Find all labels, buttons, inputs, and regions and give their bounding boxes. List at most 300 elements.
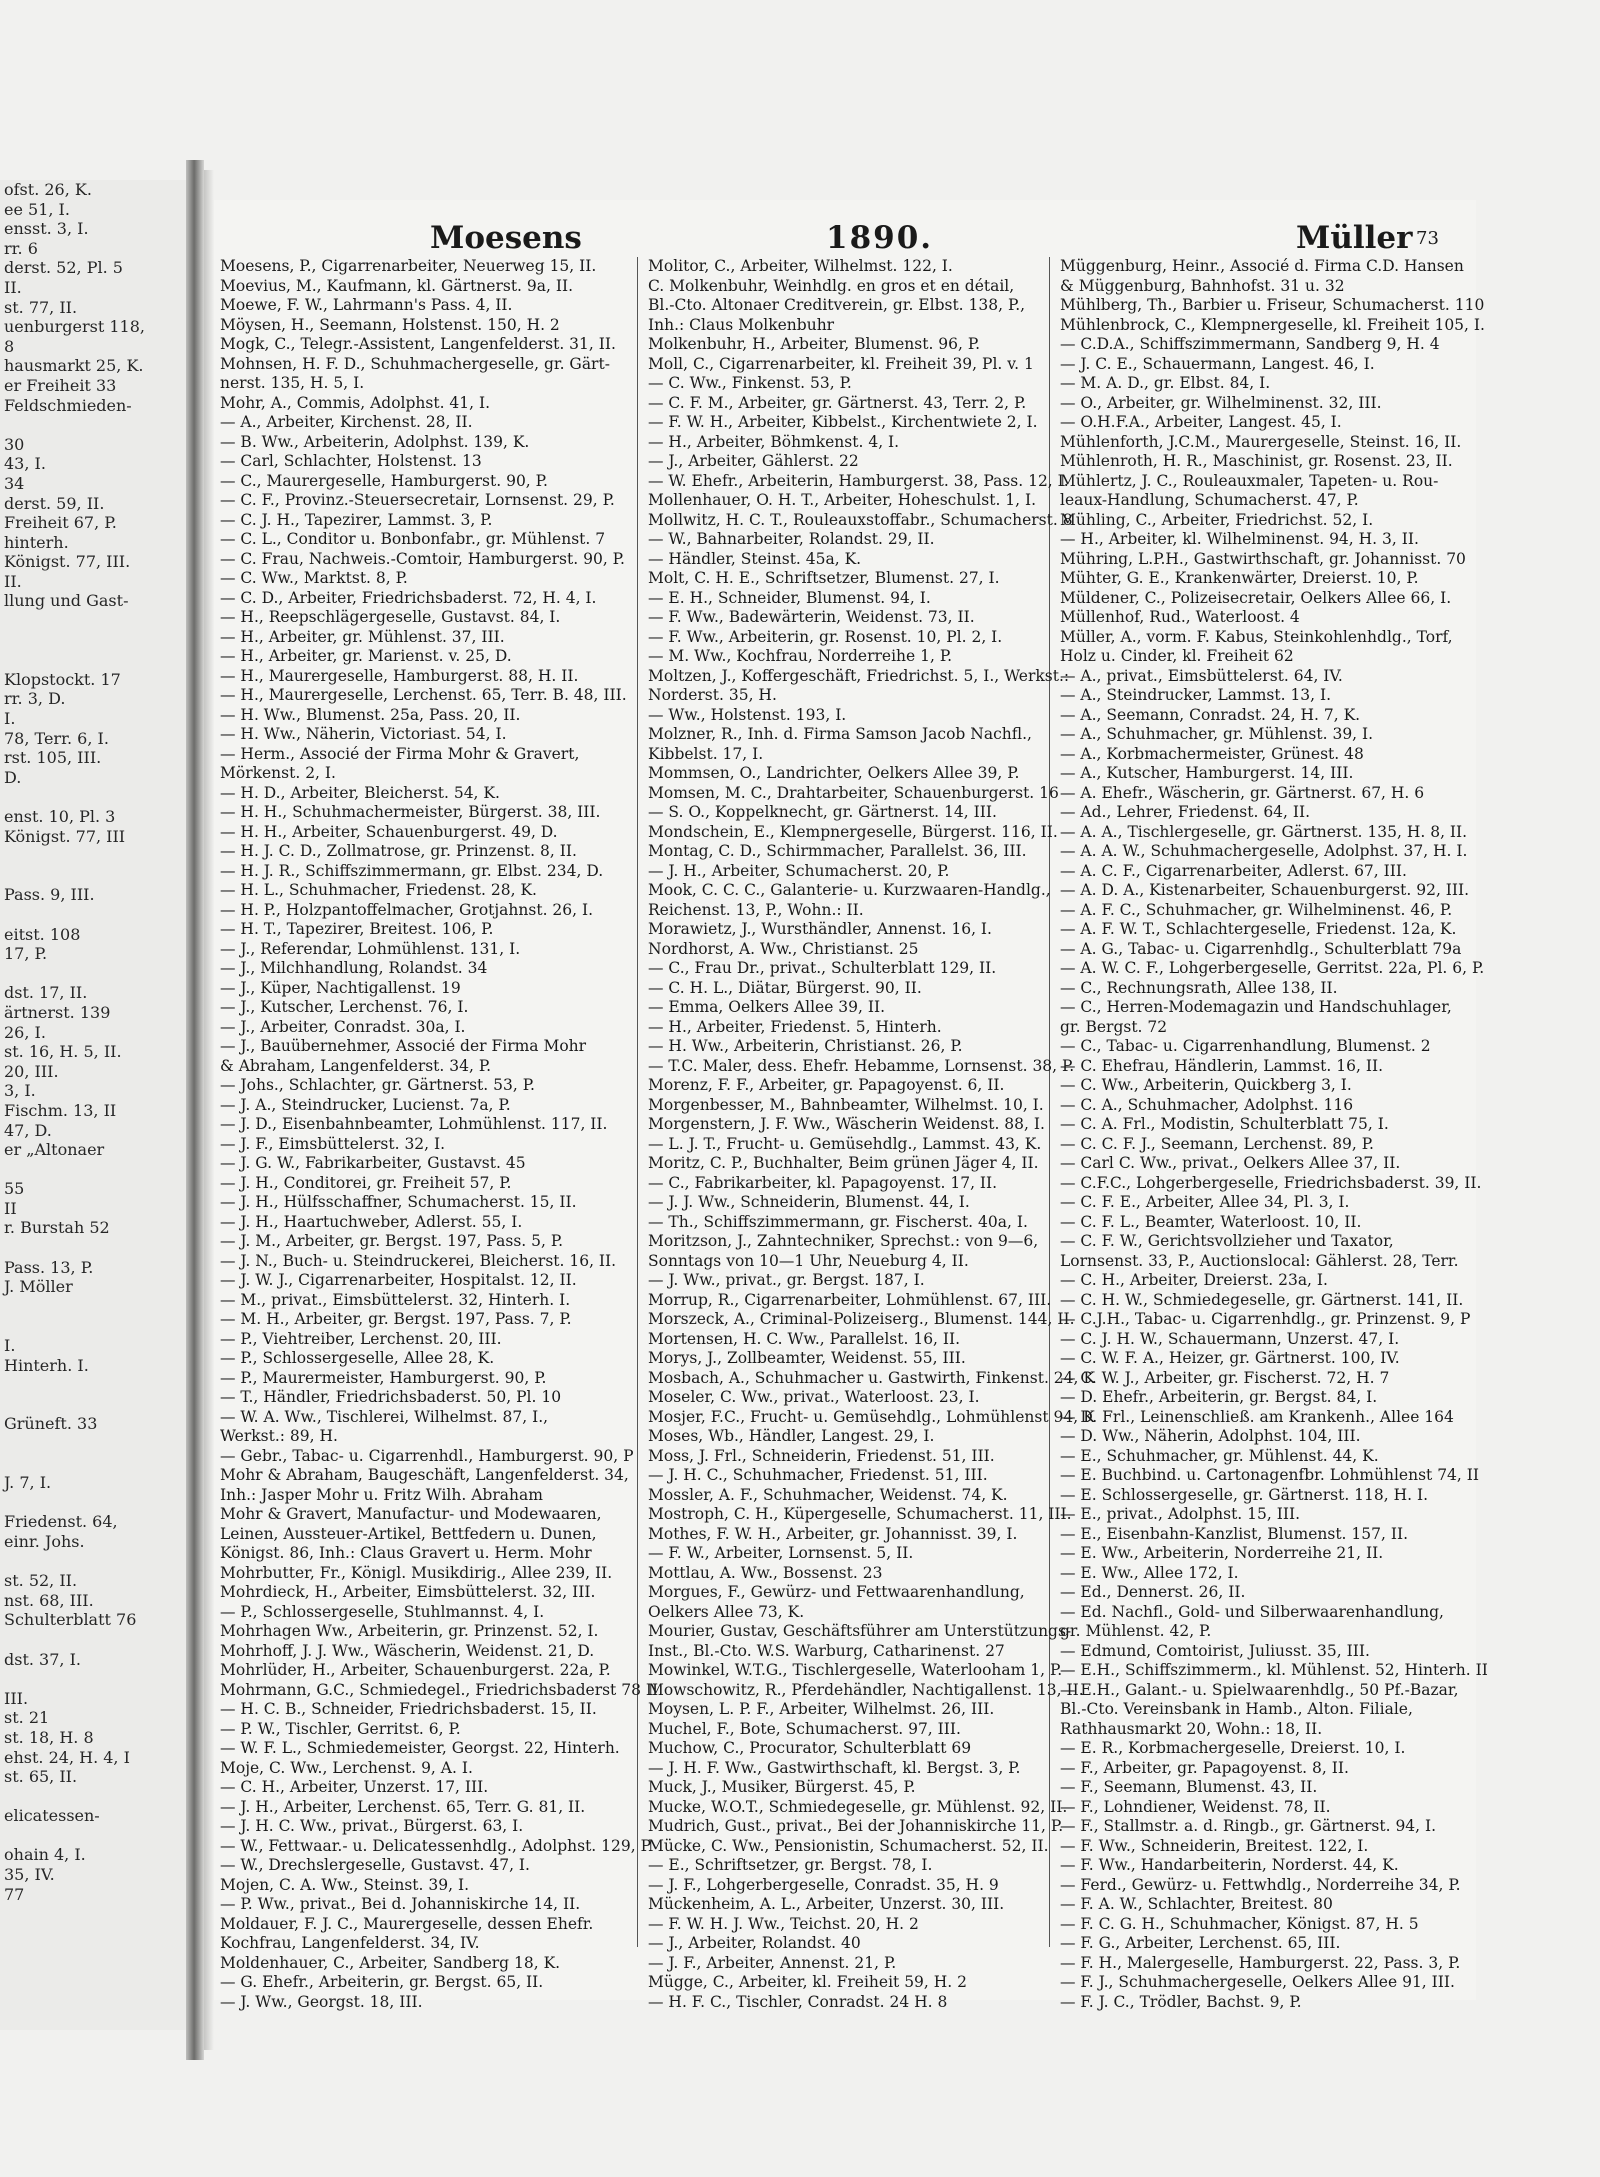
left-page-fragment xyxy=(0,1493,186,1513)
left-page-fragment: uenburgerst 118, xyxy=(4,317,145,337)
directory-entry: Mohrhagen Ww., Arbeiterin, gr. Prinzenst. 52, I. xyxy=(220,1622,599,1640)
directory-entry: — A. Ehefr., Wäscherin, gr. Gärtnerst. 67, H. 6 xyxy=(1060,783,1425,802)
directory-entry: — A., Steindrucker, Lammst. 13, I. xyxy=(1060,686,1332,704)
directory-entry: — P., Schlossergeselle, Allee 28, K. xyxy=(220,1349,495,1367)
directory-entry: — H. J. C. D., Zollmatrose, gr. Prinzenst. 8, II. xyxy=(220,842,577,860)
directory-entry: — Händler, Steinst. 45a, K. xyxy=(648,549,862,568)
left-page-fragment: st. 16, H. 5, II. xyxy=(4,1042,122,1062)
directory-entry: — A., Kutscher, Hamburgerst. 14, III. xyxy=(1060,764,1354,782)
gutter-shadow xyxy=(204,170,214,2050)
directory-entry: — C., Tabac- u. Cigarrenhandlung, Blumenst. 2 xyxy=(1060,1037,1431,1055)
directory-entry: Mühling, C., Arbeiter, Friedrichst. 52, I. xyxy=(1060,510,1374,529)
directory-entry: — C., Rechnungsrath, Allee 138, II. xyxy=(1060,978,1338,997)
directory-entry: Mosjer, F.C., Frucht- u. Gemüsehdlg., Lohmühlenst 94, K xyxy=(648,1407,1095,1426)
directory-entry: — C. F. M., Arbeiter, gr. Gärtnerst. 43, Terr. 2, P. xyxy=(648,393,1027,412)
left-page-edge xyxy=(0,180,186,2030)
directory-entry: — Edmund, Comtoirist, Juliusst. 35, III. xyxy=(1060,1641,1370,1660)
directory-entry: — G. Ehefr., Arbeiterin, gr. Bergst. 65, II. xyxy=(220,1973,544,1991)
column-1 xyxy=(214,257,659,2011)
directory-entry: — C. H., Arbeiter, Dreierst. 23a, I. xyxy=(1060,1271,1328,1289)
directory-entry: Werkst.: 89, H. xyxy=(220,1427,338,1445)
directory-entry: — F., Stallmstr. a. d. Ringb., gr. Gärtnerst. 94, I. xyxy=(1060,1817,1437,1835)
directory-entry: Mohrdieck, H., Arbeiter, Eimsbüttelerst. 32, III. xyxy=(220,1583,596,1601)
directory-entry: — C. A. Frl., Modistin, Schulterblatt 75, I. xyxy=(1060,1115,1389,1133)
directory-entry: — H. Ww., Näherin, Victoriast. 54, I. xyxy=(220,725,507,743)
directory-entry: Molzner, R., Inh. d. Firma Samson Jacob Nachfl., xyxy=(648,725,1032,743)
directory-entry: — J., Küper, Nachtigallenst. 19 xyxy=(220,978,461,997)
directory-entry: — A., privat., Eimsbüttelerst. 64, IV. xyxy=(1060,666,1343,685)
left-page-fragment: er Freiheit 33 xyxy=(4,375,117,395)
left-page-fragment: st. 77, II. xyxy=(4,297,78,317)
left-page-fragment: D. xyxy=(4,767,22,787)
directory-entry: — B. Ww., Arbeiterin, Adolphst. 139, K. xyxy=(220,432,530,451)
left-page-fragment: Hinterh. I. xyxy=(4,1355,89,1375)
left-page-fragment: II. xyxy=(4,277,22,297)
directory-entry: — H. Ww., Blumenst. 25a, Pass. 20, II. xyxy=(220,705,521,724)
left-page-fragment: rr. 6 xyxy=(4,238,38,258)
directory-entry: Holz u. Cinder, kl. Freiheit 62 xyxy=(1060,647,1294,665)
left-page-fragment: hausmarkt 25, K. xyxy=(4,356,144,376)
directory-entry: — T., Händler, Friedrichsbaderst. 50, Pl. 10 xyxy=(220,1388,562,1406)
directory-entry: — H., Arbeiter, gr. Mühlenst. 37, III. xyxy=(220,627,505,646)
directory-entry: Mohrhoff, J. J. Ww., Wäscherin, Weidenst. 21, D. xyxy=(220,1641,595,1660)
header-right-keyword: Müller xyxy=(1296,220,1413,256)
directory-entry: Leinen, Aussteuer-Artikel, Bettfedern u. Dunen, xyxy=(220,1524,597,1543)
directory-entry: Mottlau, A. Ww., Bossenst. 23 xyxy=(648,1563,883,1582)
directory-entry: Möysen, H., Seemann, Holstenst. 150, H. 2 xyxy=(220,315,560,334)
left-page-fragment: ärtnerst. 139 xyxy=(4,1002,111,1022)
directory-entry: Mucke, W.O.T., Schmiedegeselle, gr. Mühlenst. 92, II. xyxy=(648,1797,1068,1816)
left-page-fragment: III. xyxy=(4,1688,29,1708)
directory-entry: — E. Ww., Allee 172, I. xyxy=(1060,1563,1239,1582)
directory-entry: Moss, J. Frl., Schneiderin, Friedenst. 51, III. xyxy=(648,1446,995,1465)
directory-entry: — H., Arbeiter, Friedenst. 5, Hinterh. xyxy=(648,1017,942,1036)
directory-entry: — C. J. H., Tapezirer, Lammst. 3, P. xyxy=(220,510,493,529)
column-3 xyxy=(1054,257,1488,2011)
directory-entry: — C. H. W., Schmiedegeselle, gr. Gärtnerst. 141, II. xyxy=(1060,1290,1464,1309)
left-page-fragment: Schulterblatt 76 xyxy=(4,1610,137,1630)
directory-entry: — P., Schlossergeselle, Stuhlmannst. 4, I. xyxy=(220,1602,545,1621)
directory-entry: — H., Reepschlägergeselle, Gustavst. 84, I. xyxy=(220,608,561,626)
left-page-fragment: Grüneft. 33 xyxy=(4,1414,98,1434)
directory-entry: Molkenbuhr, H., Arbeiter, Blumenst. 96, P. xyxy=(648,335,981,353)
directory-entry: — F. Ww., Handarbeiterin, Norderst. 44, K. xyxy=(1060,1856,1399,1874)
left-page-fragment: eitst. 108 xyxy=(4,924,81,944)
left-page-fragment: derst. 59, II. xyxy=(4,493,105,513)
directory-entry: Morenz, F. F., Arbeiter, gr. Papagoyenst. 6, II. xyxy=(648,1076,1005,1094)
left-page-fragment: elicatessen- xyxy=(4,1806,100,1826)
directory-entry: — C., Fabrikarbeiter, kl. Papagoyenst. 17, II. xyxy=(648,1173,998,1192)
directory-entry: — P. Ww., privat., Bei d. Johanniskirche 14, II. xyxy=(220,1895,581,1913)
left-page-fragment xyxy=(0,1316,186,1336)
left-page-fragment: Freiheit 67, P. xyxy=(4,513,117,533)
left-page-fragment: II. xyxy=(4,571,22,591)
directory-entry: Mosbach, A., Schuhmacher u. Gastwirth, Finkenst. 24, K xyxy=(648,1368,1095,1387)
directory-entry: Moewe, F. W., Lahrmann's Pass. 4, II. xyxy=(220,296,513,314)
directory-entry: gr. Mühlenst. 42, P. xyxy=(1060,1622,1212,1640)
directory-entry: Müldener, C., Polizeisecretair, Oelkers Allee 66, I. xyxy=(1060,588,1452,607)
directory-entry: — E., Schriftsetzer, gr. Bergst. 78, I. xyxy=(648,1856,933,1874)
directory-entry: — F. Ww., Schneiderin, Breitest. 122, I. xyxy=(1060,1836,1369,1855)
directory-entry: — J. W. J., Cigarrenarbeiter, Hospitalst. 12, II. xyxy=(220,1271,577,1289)
left-page-fragment: st. 18, H. 8 xyxy=(4,1727,94,1747)
directory-entry: — C. J. H. W., Schauermann, Unzerst. 47, I. xyxy=(1060,1329,1400,1348)
directory-entry: — C. F. L., Beamter, Waterloost. 10, II. xyxy=(1060,1212,1362,1231)
directory-entry: — C., Frau Dr., privat., Schulterblatt 129, II. xyxy=(648,959,997,977)
left-page-fragment: r. Burstah 52 xyxy=(4,1218,110,1238)
book-gutter xyxy=(186,160,204,2060)
directory-entry: — H. D., Arbeiter, Bleicherst. 54, K. xyxy=(220,783,500,802)
directory-entry: — F. W., Arbeiter, Lornsenst. 5, II. xyxy=(648,1544,914,1562)
directory-entry: Mojen, C. A. Ww., Steinst. 39, I. xyxy=(220,1875,469,1894)
directory-entry: Mossler, A. F., Schuhmacher, Weidenst. 74, K. xyxy=(648,1485,1008,1504)
left-page-fragment: J. 7, I. xyxy=(4,1473,52,1493)
left-page-fragment: nst. 68, III. xyxy=(4,1590,94,1610)
directory-entry: — J. G. W., Fabrikarbeiter, Gustavst. 45 xyxy=(220,1154,526,1172)
directory-entry: — C., Herren-Modemagazin und Handschuhlager, xyxy=(1060,998,1452,1016)
directory-entry: — W., Bahnarbeiter, Rolandst. 29, II. xyxy=(648,530,935,548)
directory-entry: Morawietz, J., Wursthändler, Annenst. 16, I. xyxy=(648,920,992,938)
left-page-fragment: Klopstockt. 17 xyxy=(4,669,121,689)
directory-entry: — J. H., Haartuchweber, Adlerst. 55, I. xyxy=(220,1212,523,1231)
directory-entry: — W., Drechslergeselle, Gustavst. 47, I. xyxy=(220,1856,530,1874)
header-left-keyword: Moesens xyxy=(430,220,582,256)
directory-entry: — C. W. F. A., Heizer, gr. Gärtnerst. 100, IV. xyxy=(1060,1349,1400,1367)
directory-entry: & Müggenburg, Bahnhofst. 31 u. 32 xyxy=(1060,276,1345,295)
directory-entry: Muchel, F., Bote, Schumacherst. 97, III. xyxy=(648,1719,961,1738)
directory-entry: Moevius, M., Kaufmann, kl. Gärtnerst. 9a, II. xyxy=(220,276,574,295)
column-2 xyxy=(642,257,1095,2011)
directory-entry: — J., Arbeiter, Gählerst. 22 xyxy=(648,452,859,470)
directory-entry: — C. D., Arbeiter, Friedrichsbaderst. 72, H. 4, I. xyxy=(220,588,597,607)
directory-entry: — J., Arbeiter, Rolandst. 40 xyxy=(648,1934,861,1952)
directory-entry: Mohr, A., Commis, Adolphst. 41, I. xyxy=(220,393,491,412)
directory-entry: — E. Schlossergeselle, gr. Gärtnerst. 118, H. I. xyxy=(1060,1485,1429,1504)
directory-entry: Moldauer, F. J. C., Maurergeselle, dessen Ehefr. xyxy=(220,1914,594,1933)
directory-entry: — E. Buchbind. u. Cartonagenfbr. Lohmühlenst 74, II xyxy=(1060,1466,1480,1484)
directory-entry: — H. T., Tapezirer, Breitest. 106, P. xyxy=(220,920,494,938)
directory-entry: — F. H., Malergeselle, Hamburgerst. 22, Pass. 3, P. xyxy=(1060,1953,1461,1972)
directory-entry: Mowinkel, W.T.G., Tischlergeselle, Waterlooham 1, P. xyxy=(648,1661,1063,1679)
directory-entry: — M. A. D., gr. Elbst. 84, I. xyxy=(1060,374,1271,392)
directory-entry: — J., Bauübernehmer, Associé der Firma Mohr xyxy=(220,1037,587,1055)
left-page-fragment: hinterh. xyxy=(4,532,69,552)
directory-entry: — W., Fettwaar.- u. Delicatessenhdlg., Adolphst. 129, P xyxy=(220,1836,652,1855)
directory-entry: — J. A., Steindrucker, Lucienst. 7a, P. xyxy=(220,1095,511,1114)
left-page-fragment xyxy=(0,846,186,866)
left-page-fragment: st. 65, II. xyxy=(4,1767,78,1787)
left-page-fragment: ohain 4, I. xyxy=(4,1845,86,1865)
directory-entry: — J. H., Arbeiter, Lerchenst. 65, Terr. G. 81, II. xyxy=(220,1797,586,1816)
left-page-fragment xyxy=(0,905,186,925)
directory-entry: Mörkenst. 2, I. xyxy=(220,764,336,782)
directory-entry: Mügge, C., Arbeiter, kl. Freiheit 59, H. 2 xyxy=(648,1973,968,1991)
left-page-fragment: ofst. 26, K. xyxy=(4,180,92,199)
directory-entry: Mowschowitz, R., Pferdehändler, Nachtigallenst. 13, II. xyxy=(648,1680,1084,1699)
directory-entry: — F. Ww., Badewärterin, Weidenst. 73, II. xyxy=(648,608,975,626)
directory-entry: — Ed. Nachfl., Gold- und Silberwaarenhandlung, xyxy=(1060,1602,1444,1621)
directory-entry: Oelkers Allee 73, K. xyxy=(648,1602,805,1621)
left-page-fragment: derst. 52, Pl. 5 xyxy=(4,258,123,278)
directory-entry: — H., Arbeiter, Böhmkenst. 4, I. xyxy=(648,432,900,451)
directory-entry: — C.F.C., Lohgerbergeselle, Friedrichsbaderst. 39, II. xyxy=(1060,1173,1482,1192)
directory-entry: — J. H., Arbeiter, Schumacherst. 20, P. xyxy=(648,861,950,880)
directory-entry: — C. H., Arbeiter, Unzerst. 17, III. xyxy=(220,1778,489,1796)
directory-entry: Kochfrau, Langenfelderst. 34, IV. xyxy=(220,1934,480,1952)
directory-entry: — H. H., Arbeiter, Schauenburgerst. 49, D. xyxy=(220,822,558,841)
directory-entry: — J., Milchhandlung, Rolandst. 34 xyxy=(220,959,488,977)
directory-entry: — M. Ww., Kochfrau, Norderreihe 1, P. xyxy=(648,647,953,665)
directory-entry: — C.D.A., Schiffszimmermann, Sandberg 9, H. 4 xyxy=(1060,335,1440,353)
directory-entry: — A., Seemann, Conradst. 24, H. 7, K. xyxy=(1060,705,1361,724)
directory-entry: — L. J. T., Frucht- u. Gemüsehdlg., Lammst. 43, K. xyxy=(648,1134,1042,1153)
directory-entry: — J. F., Eimsbüttelerst. 32, I. xyxy=(220,1134,446,1153)
directory-entry: — Th., Schiffszimmermann, gr. Fischerst. 40a, I. xyxy=(648,1212,1028,1231)
directory-entry: — Carl, Schlachter, Holstenst. 13 xyxy=(220,452,482,470)
left-page-fragment: 20, III. xyxy=(4,1061,59,1081)
directory-page xyxy=(214,200,1488,2011)
left-page-fragment xyxy=(0,1630,186,1650)
left-page-fragment: Feldschmieden- xyxy=(4,395,132,415)
directory-entry: — C. Frau, Nachweis.-Comtoir, Hamburgerst. 90, P. xyxy=(220,549,625,568)
directory-entry: — J. H., Conditorei, gr. Freiheit 57, P. xyxy=(220,1173,512,1192)
directory-entry: Norderst. 35, H. xyxy=(648,686,777,704)
directory-entry: Nordhorst, A. Ww., Christianst. 25 xyxy=(648,939,919,958)
directory-entry: — M., privat., Eimsbüttelerst. 32, Hinterh. I. xyxy=(220,1290,571,1309)
left-page-fragment xyxy=(0,1375,186,1395)
left-page-fragment: 34 xyxy=(4,473,25,493)
left-page-fragment: er „Altonaer xyxy=(4,1140,105,1160)
left-page-fragment: I. xyxy=(4,709,16,729)
left-page-fragment: ensst. 3, I. xyxy=(4,219,89,239)
directory-entry: Morgenbesser, M., Bahnbeamter, Wilhelmst. 10, I. xyxy=(648,1095,1044,1114)
directory-entry: Mook, C. C. C., Galanterie- u. Kurzwaaren-Handlg., xyxy=(648,881,1051,899)
directory-entry: & Abraham, Langenfelderst. 34, P. xyxy=(220,1056,492,1075)
directory-entry: Moritzson, J., Zahntechniker, Sprechst.: von 9—6, xyxy=(648,1232,1039,1250)
left-page-fragment xyxy=(0,1669,186,1689)
page-number: 73 xyxy=(1416,228,1439,249)
left-page-fragment: enst. 10, Pl. 3 xyxy=(4,807,116,826)
directory-entry: — J. H. C., Schuhmacher, Friedenst. 51, III. xyxy=(648,1466,988,1484)
directory-entry: Sonntags von 10—1 Uhr, Neueburg 4, II. xyxy=(648,1251,969,1270)
directory-entry: — Ed., Dennerst. 26, II. xyxy=(1060,1583,1246,1601)
directory-entry: — A. A., Tischlergeselle, gr. Gärtnerst. 135, H. 8, II. xyxy=(1060,822,1468,841)
directory-entry: Moesens, P., Cigarrenarbeiter, Neuerweg 15, II. xyxy=(220,257,597,275)
directory-entry: — Ferd., Gewürz- u. Fettwhdlg., Norderreihe 34, P. xyxy=(1060,1875,1461,1894)
directory-entry: — F. W. H. J. Ww., Teichst. 20, H. 2 xyxy=(648,1914,919,1933)
directory-entry: — C. C. F. J., Seemann, Lerchenst. 89, P. xyxy=(1060,1134,1374,1153)
directory-entry: — F. C. G. H., Schuhmacher, Königst. 87, H. 5 xyxy=(1060,1914,1419,1933)
left-page-fragment: ee 51, I. xyxy=(4,199,70,219)
directory-entry: — J. M., Arbeiter, gr. Bergst. 197, Pass. 5, P. xyxy=(220,1232,564,1250)
directory-entry: Moldenhauer, C., Arbeiter, Sandberg 18, K. xyxy=(220,1953,561,1972)
left-page-fragment: 3, I. xyxy=(4,1081,36,1101)
left-page-fragment: rst. 105, III. xyxy=(4,748,102,768)
directory-entry: leaux-Handlung, Schumacherst. 47, P. xyxy=(1060,491,1359,509)
directory-entry: Mühter, G. E., Krankenwärter, Dreierst. 10, P. xyxy=(1060,569,1419,587)
left-page-fragment: Pass. 13, P. xyxy=(4,1257,94,1277)
directory-entry: Morszeck, A., Criminal-Polizeiserg., Blumenst. 144, II. xyxy=(648,1310,1075,1328)
directory-entry: — C. F. E., Arbeiter, Allee 34, Pl. 3, I. xyxy=(1060,1193,1350,1211)
directory-entry: Moll, C., Cigarrenarbeiter, kl. Freiheit 39, Pl. v. 1 xyxy=(648,354,1034,373)
directory-entry: — F. J., Schuhmachergeselle, Oelkers Allee 91, III. xyxy=(1060,1973,1455,1991)
directory-entry: — W. Ehefr., Arbeiterin, Hamburgerst. 38, Pass. 12, I. xyxy=(648,471,1069,490)
directory-entry: — E. R., Korbmachergeselle, Dreierst. 10, I. xyxy=(1060,1739,1406,1757)
directory-entry: — F. A. W., Schlachter, Breitest. 80 xyxy=(1060,1895,1333,1913)
directory-entry: — A., Schuhmacher, gr. Mühlenst. 39, I. xyxy=(1060,725,1374,743)
directory-entry: — A. F. C., Schuhmacher, gr. Wilhelminenst. 46, P. xyxy=(1060,900,1453,919)
directory-entry: — D. Ehefr., Arbeiterin, gr. Bergst. 84, I. xyxy=(1060,1388,1378,1406)
left-page-fragment xyxy=(0,1395,186,1415)
directory-entry: Morrup, R., Cigarrenarbeiter, Lohmühlenst. 67, III. xyxy=(648,1290,1052,1309)
directory-entry: — Gebr., Tabac- u. Cigarrenhdl., Hamburgerst. 90, P xyxy=(220,1446,634,1465)
directory-entry: — C. H. L., Diätar, Bürgerst. 90, II. xyxy=(648,978,922,997)
directory-entry: — J. H. C. Ww., privat., Bürgerst. 63, I. xyxy=(220,1817,524,1835)
directory-entry: Kibbelst. 17, I. xyxy=(648,744,764,763)
directory-entry: — Ad., Lehrer, Friedenst. 64, II. xyxy=(1060,803,1311,821)
directory-entry: — T.C. Maler, dess. Ehefr. Hebamme, Lornsenst. 38, P. xyxy=(648,1056,1075,1075)
left-page-fragment xyxy=(0,1297,186,1317)
left-page-fragment: 47, D. xyxy=(4,1120,52,1140)
directory-entry: — Emma, Oelkers Allee 39, II. xyxy=(648,998,886,1016)
directory-entry: Reichenst. 13, P., Wohn.: II. xyxy=(648,900,864,919)
directory-entry: — C. Ww., Arbeiterin, Quickberg 3, I. xyxy=(1060,1076,1352,1094)
left-page-fragment: I. xyxy=(4,1336,16,1356)
directory-entry: — F., Seemann, Blumenst. 43, II. xyxy=(1060,1778,1318,1796)
directory-entry: Bl.-Cto. Vereinsbank in Hamb., Alton. Filiale, xyxy=(1060,1700,1413,1718)
directory-entry: Mohr & Abraham, Baugeschäft, Langenfelderst. 34, xyxy=(220,1466,629,1484)
left-page-fragment: 43, I. xyxy=(4,454,46,474)
directory-entry: — J. D., Eisenbahnbeamter, Lohmühlenst. 117, II. xyxy=(220,1115,608,1133)
directory-entry: — E. Ww., Arbeiterin, Norderreihe 21, II. xyxy=(1060,1544,1384,1562)
directory-entry: — J. C. E., Schauermann, Langest. 46, I. xyxy=(1060,354,1375,373)
directory-entry: — J. Ww., privat., gr. Bergst. 187, I. xyxy=(648,1271,925,1289)
directory-entry: — J., Arbeiter, Conradst. 30a, I. xyxy=(220,1017,466,1036)
left-page-fragment: st. 52, II. xyxy=(4,1571,78,1591)
directory-entry: — P., Maurermeister, Hamburgerst. 90, P. xyxy=(220,1368,547,1387)
directory-entry: Lornsenst. 33, P., Auctionslocal: Gählerst. 28, Terr. xyxy=(1060,1251,1459,1270)
directory-entry: — C. Ww., Finkenst. 53, P. xyxy=(648,374,852,392)
directory-entry: — J. N., Buch- u. Steindruckerei, Bleicherst. 16, II. xyxy=(220,1251,617,1270)
directory-entry: Moltzen, J., Koffergeschäft, Friedrichst. 5, I., Werkst.: xyxy=(648,666,1070,685)
directory-entry: Moritz, C. P., Buchhalter, Beim grünen Jäger 4, II. xyxy=(648,1154,1039,1172)
left-page-fragment xyxy=(0,1160,186,1180)
left-page-fragment: dst. 37, I. xyxy=(4,1649,81,1669)
directory-entry: — C., Maurergeselle, Hamburgerst. 90, P. xyxy=(220,471,548,490)
directory-entry: Mollwitz, H. C. T., Rouleauxstoffabr., Schumacherst. 8 xyxy=(648,510,1073,529)
directory-entry: — A. F. W. T., Schlachtergeselle, Friedenst. 12a, K. xyxy=(1060,920,1457,938)
directory-entry: Morgenstern, J. F. Ww., Wäscherin Weidenst. 88, I. xyxy=(648,1115,1045,1133)
directory-entry: Mourier, Gustav, Geschäftsführer am Unterstützungs- xyxy=(648,1622,1072,1640)
left-page-fragment xyxy=(0,1787,186,1807)
left-page-fragment xyxy=(0,650,186,670)
directory-entry: Mollenhauer, O. H. T., Arbeiter, Hoheschulst. 1, I. xyxy=(648,491,1037,509)
directory-entry: — H. J. R., Schiffszimmermann, gr. Elbst. 234, D. xyxy=(220,861,604,880)
left-page-fragment xyxy=(0,1552,186,1572)
directory-entry: — H. Ww., Arbeiterin, Christianst. 26, P. xyxy=(648,1037,963,1055)
directory-entry: — O.H.F.A., Arbeiter, Langest. 45, I. xyxy=(1060,413,1342,431)
left-page-fragment xyxy=(0,1238,186,1258)
directory-entry: — J. Ww., Georgst. 18, III. xyxy=(220,1992,423,2011)
directory-entry: — J. H. F. Ww., Gastwirthschaft, kl. Bergst. 3, P. xyxy=(648,1758,1021,1777)
directory-entry: — C. A., Schuhmacher, Adolphst. 116 xyxy=(1060,1095,1354,1114)
directory-entry: Mühlenroth, H. R., Maschinist, gr. Rosenst. 23, II. xyxy=(1060,452,1453,470)
directory-entry: Mostroph, C. H., Küpergeselle, Schumacherst. 11, III. xyxy=(648,1505,1072,1523)
directory-entry: — A. A. W., Schuhmachergeselle, Adolphst. 37, H. I. xyxy=(1060,842,1468,860)
directory-entry: Montag, C. D., Schirmmacher, Parallelst. 36, III. xyxy=(648,842,1027,860)
directory-entry: Bl.-Cto. Altonaer Creditverein, gr. Elbst. 138, P., xyxy=(648,296,1026,314)
directory-entry: Moseler, C. Ww., privat., Waterloost. 23, I. xyxy=(648,1388,980,1406)
header-year: 1890. xyxy=(826,220,934,256)
directory-entry: — C. Ww., Marktst. 8, P. xyxy=(220,569,408,587)
directory-entry: Inh.: Jasper Mohr u. Fritz Wilh. Abraham xyxy=(220,1485,543,1504)
directory-entry: — H. H., Schuhmachermeister, Bürgerst. 38, III. xyxy=(220,803,601,821)
directory-entry: gr. Bergst. 72 xyxy=(1060,1017,1168,1036)
directory-entry: Moje, C. Ww., Lerchenst. 9, A. I. xyxy=(220,1758,473,1777)
directory-entry: Inh.: Claus Molkenbuhr xyxy=(648,315,835,334)
directory-entry: Mudrich, Gust., privat., Bei der Johanniskirche 11, P. xyxy=(648,1817,1064,1835)
directory-entry: — H. F. C., Tischler, Conradst. 24 H. 8 xyxy=(648,1992,948,2011)
directory-entry: Muck, J., Musiker, Bürgerst. 45, P. xyxy=(648,1778,916,1796)
directory-entry: Müggenburg, Heinr., Associé d. Firma C.D. Hansen xyxy=(1060,257,1464,275)
directory-entry: Rathhausmarkt 20, Wohn.: 18, II. xyxy=(1060,1719,1323,1738)
directory-entry: — A. W. C. F., Lohgerbergeselle, Gerritst. 22a, Pl. 6, P. xyxy=(1060,959,1485,977)
directory-entry: nerst. 135, H. 5, I. xyxy=(220,374,365,392)
left-page-fragment xyxy=(0,611,186,631)
directory-entry: Momsen, M. C., Drahtarbeiter, Schauenburgerst. 16 xyxy=(648,783,1059,802)
left-page-fragment: II xyxy=(4,1198,17,1218)
directory-entry: — A. G., Tabac- u. Cigarrenhdlg., Schulterblatt 79a xyxy=(1060,939,1462,958)
directory-entry: — P., Viehtreiber, Lerchenst. 20, III. xyxy=(220,1329,502,1348)
directory-entry: — H. C. B., Schneider, Friedrichsbaderst. 15, II. xyxy=(220,1700,597,1718)
directory-entry: — F., Arbeiter, gr. Papagoyenst. 8, II. xyxy=(1060,1758,1349,1777)
directory-entry: — C. F., Provinz.-Steuersecretair, Lornsenst. 29, P. xyxy=(220,491,615,509)
directory-entry: — H., Maurergeselle, Lerchenst. 65, Terr. B. 48, III. xyxy=(220,686,627,704)
directory-entry: Mühlenbrock, C., Klempnergeselle, kl. Freiheit 105, I. xyxy=(1060,315,1485,334)
directory-entry: Mohrbutter, Fr., Königl. Musikdirig., Allee 239, II. xyxy=(220,1563,613,1582)
directory-entry: Mondschein, E., Klempnergeselle, Bürgerst. 116, II. xyxy=(648,822,1058,841)
left-page-fragment: 30 xyxy=(4,434,25,454)
left-page-fragment: Königst. 77, III. xyxy=(4,552,131,572)
left-page-fragment xyxy=(0,1434,186,1454)
left-page-fragment: 35, IV. xyxy=(4,1865,55,1885)
directory-entry: Morys, J., Zollbeamter, Weidenst. 55, III. xyxy=(648,1349,966,1367)
directory-entry: Mückenheim, A. L., Arbeiter, Unzerst. 30, III. xyxy=(648,1895,1005,1913)
directory-entry: — F. G., Arbeiter, Lerchenst. 65, III. xyxy=(1060,1934,1341,1952)
directory-entry: — H., Arbeiter, kl. Wilhelminenst. 94, H. 3, II. xyxy=(1060,530,1419,548)
left-page-fragment: dst. 17, II. xyxy=(4,983,88,1003)
directory-entry: — H., Arbeiter, gr. Marienst. v. 25, D. xyxy=(220,647,512,665)
directory-entry: — J. F., Arbeiter, Annenst. 21, P. xyxy=(648,1953,897,1972)
left-page-fragment: einr. Johs. xyxy=(4,1531,85,1551)
directory-entry: — H. P., Holzpantoffelmacher, Grotjahnst. 26, I. xyxy=(220,900,594,919)
directory-entry: Inst., Bl.-Cto. W.S. Warburg, Catharinenst. 27 xyxy=(648,1641,1005,1660)
directory-entry: Moses, Wb., Händler, Langest. 29, I. xyxy=(648,1427,935,1445)
directory-entry: — E., privat., Adolphst. 15, III. xyxy=(1060,1505,1301,1523)
left-page-fragment: J. Möller xyxy=(4,1277,73,1297)
left-page-fragment xyxy=(0,1826,186,1846)
directory-entry: — W. A. Ww., Tischlerei, Wilhelmst. 87, I., xyxy=(220,1407,549,1426)
page-header xyxy=(214,220,1476,260)
directory-entry: — A. D. A., Kistenarbeiter, Schauenburgerst. 92, III. xyxy=(1060,881,1470,899)
directory-entry: Mücke, C. Ww., Pensionistin, Schumacherst. 52, II. xyxy=(648,1836,1049,1855)
directory-entry: — E., Schuhmacher, gr. Mühlenst. 44, K. xyxy=(1060,1446,1379,1465)
directory-entry: Mühlberg, Th., Barbier u. Friseur, Schumacherst. 110 xyxy=(1060,296,1485,314)
left-page-fragment: Königst. 77, III xyxy=(4,826,126,846)
directory-entry: Molitor, C., Arbeiter, Wilhelmst. 122, I. xyxy=(648,257,953,275)
directory-entry: — S. O., Koppelknecht, gr. Gärtnerst. 14, III. xyxy=(648,803,997,821)
directory-entry: Mühlertz, J. C., Rouleauxmaler, Tapeten- u. Rou- xyxy=(1060,471,1439,490)
